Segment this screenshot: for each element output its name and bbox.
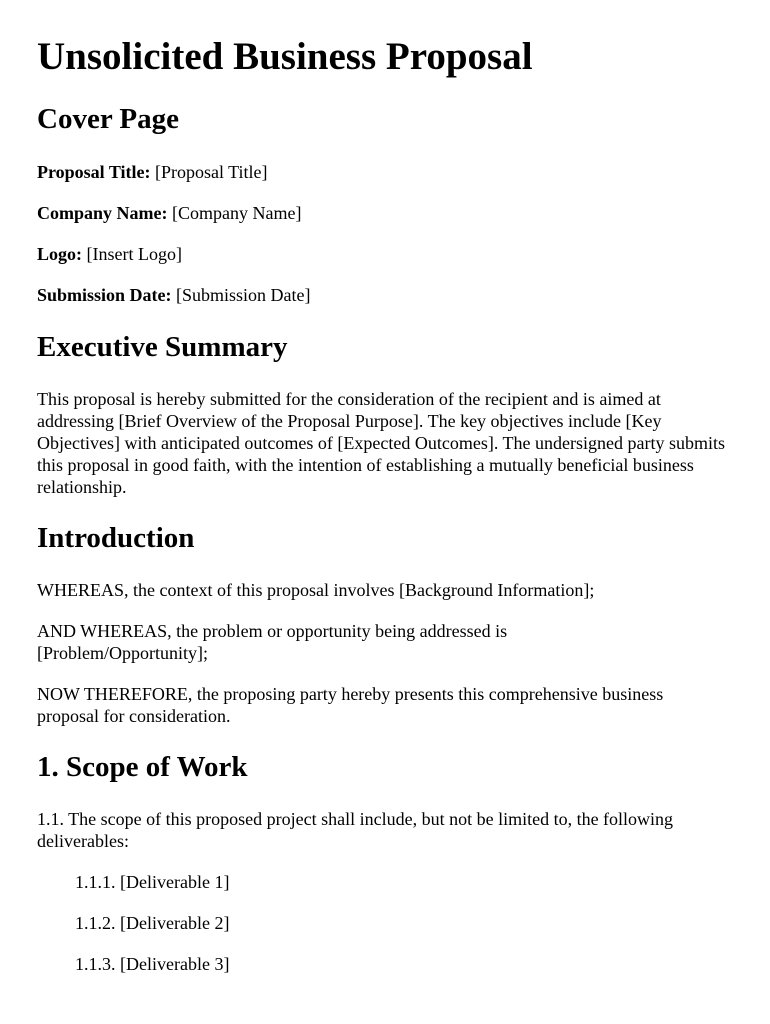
- cover-field-proposal-title: [37, 161, 737, 183]
- field-label: Submission Date:: [37, 285, 172, 305]
- deliverable-item: 1.1.2. [Deliverable 2]: [75, 913, 230, 933]
- field-value: [Insert Logo]: [86, 244, 182, 264]
- field-value: [Submission Date]: [176, 285, 311, 305]
- cover-page-heading: Cover Page: [37, 103, 179, 135]
- introduction-heading: Introduction: [37, 522, 195, 554]
- cover-field-submission-date: [37, 284, 737, 306]
- field-label: Proposal Title:: [37, 162, 151, 182]
- executive-summary-paragraph: This proposal is hereby submitted for the consideration of the recipient and is aimed at addressing [Brief Overview of the Proposal Purpose]. The key objectives include [Key Objectives] with anticipated outcomes of [Expected Outcomes]. The undersigned party submits this proposal in good faith, with the intention of establishing a mutually beneficial business relationship.: [37, 389, 725, 497]
- field-label: Company Name:: [37, 203, 168, 223]
- field-value: [Company Name]: [172, 203, 302, 223]
- scope-of-work-paragraph: 1.1. The scope of this proposed project shall include, but not be limited to, the following deliverables:: [37, 809, 674, 851]
- introduction-paragraph-now-therefore: NOW THEREFORE, the proposing party hereby presents this comprehensive business proposal for consideration.: [37, 684, 664, 726]
- field-value: [Proposal Title]: [155, 162, 268, 182]
- document-title: Unsolicited Business Proposal: [37, 35, 533, 78]
- cover-field-company-name: [37, 202, 737, 224]
- cover-field-logo: [37, 243, 737, 265]
- deliverable-item: 1.1.3. [Deliverable 3]: [75, 954, 230, 974]
- executive-summary-heading: Executive Summary: [37, 331, 288, 363]
- deliverable-item: 1.1.1. [Deliverable 1]: [75, 872, 230, 892]
- scope-of-work-heading: 1. Scope of Work: [37, 751, 248, 783]
- introduction-paragraph-and-whereas: AND WHEREAS, the problem or opportunity being addressed is [Problem/Opportunity];: [37, 621, 508, 663]
- field-label: Logo:: [37, 244, 82, 264]
- introduction-paragraph-whereas: WHEREAS, the context of this proposal involves [Background Information];: [37, 580, 595, 600]
